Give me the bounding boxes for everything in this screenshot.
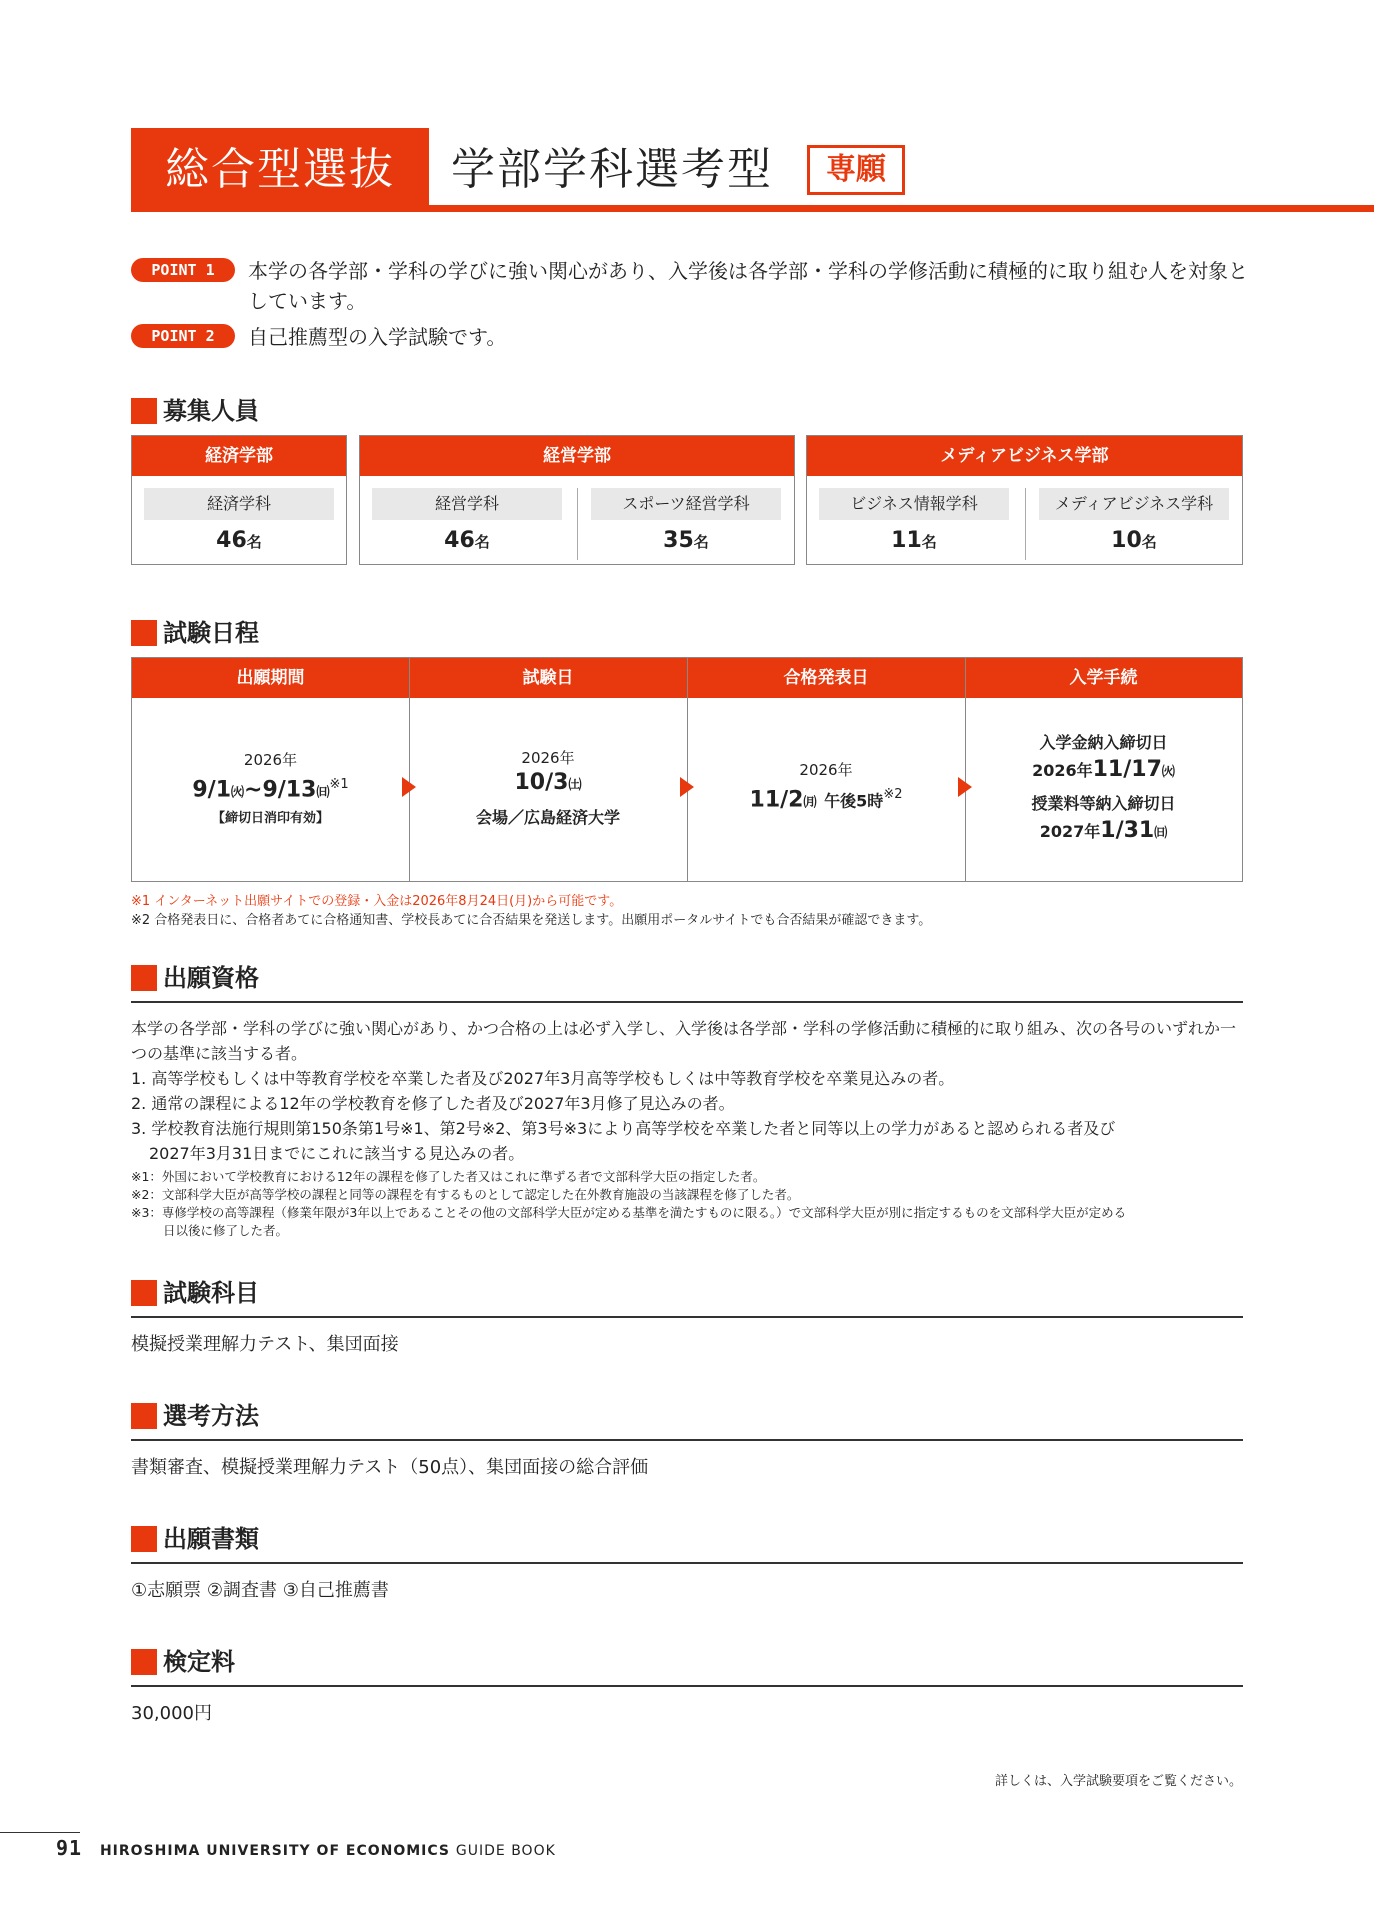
documents-text: ①志願票 ②調査書 ③自己推薦書 xyxy=(131,1580,389,1601)
fee-text: 30,000円 xyxy=(131,1703,212,1724)
schedule-header: 試験日 xyxy=(409,658,687,698)
dept-name: メディアビジネス学科 xyxy=(1039,488,1229,520)
heading-square-icon xyxy=(131,965,157,991)
faculty-management xyxy=(359,435,795,565)
page-title: 総合型選抜 xyxy=(131,128,429,212)
heading-underline xyxy=(131,1001,1243,1003)
faculty-economics xyxy=(131,435,347,565)
schedule-header: 入学手続 xyxy=(965,658,1242,698)
schedule-table xyxy=(131,657,1243,882)
university-name: HIROSHIMA UNIVERSITY OF ECONOMICS xyxy=(99,1843,451,1859)
subjects-text: 模擬授業理解力テスト、集団面接 xyxy=(131,1334,399,1355)
heading-square-icon xyxy=(131,620,157,646)
point-1-text: 本学の各学部・学科の学びに強い関心があり、入学後は各学部・学科の学修活動に積極的に取り組む人を対象としています。 xyxy=(248,259,1248,313)
page-subtitle: 学部学科選考型 xyxy=(451,144,773,195)
tuition-deadline: 2027年1/31㈰ xyxy=(1039,817,1168,843)
title-underline xyxy=(429,205,1374,212)
page-title-bar xyxy=(131,128,1374,212)
dept-name: 経営学科 xyxy=(372,488,562,520)
page-footer xyxy=(56,1836,556,1860)
apply-period-date: 9/1㈫~9/13㈰$^{※1}$ xyxy=(192,777,349,803)
dept-name: 経済学科 xyxy=(144,488,334,520)
exclusive-badge: 専願 xyxy=(807,145,905,195)
faculty-name: 経営学部 xyxy=(360,436,794,476)
qualification-notes: ※1：外国において学校教育における12年の課程を修了した者又はこれに準ずる者で文部科学大臣の指定した者。 ※2：文部科学大臣が高等学校の課程と同等の課程を有するものとして認定した在外教育施設の当該課程を修了した者。 ※3：専修学校の高等課程（修業年限が3年以上であることその他の文部科学大臣が定める基準を満たすものに限る。）で文部科学大臣が別に指定するものを文部科学大臣が定める 日以後に修了した者。 xyxy=(131,1169,1127,1238)
dept-cell xyxy=(372,488,562,553)
procedure-cell: 入学金納入締切日 2026年11/17㈫ 授業料等納入締切日 2027年1/31㈰ xyxy=(965,698,1242,881)
schedule-header: 合格発表日 xyxy=(687,658,965,698)
admission-fee-deadline: 2026年11/17㈫ xyxy=(1032,756,1175,782)
faculty-name: 経済学部 xyxy=(132,436,346,476)
arrow-right-icon xyxy=(958,777,972,797)
dept-cell xyxy=(591,488,781,553)
heading-square-icon xyxy=(131,1649,157,1675)
divider xyxy=(1025,488,1026,560)
guide-book-label: GUIDE BOOK xyxy=(455,1843,556,1859)
dept-name: ビジネス情報学科 xyxy=(819,488,1009,520)
page-number: 91 xyxy=(56,1836,83,1860)
heading-square-icon xyxy=(131,398,157,424)
point-2-text: 自己推薦型の入学試験です。 xyxy=(248,325,507,349)
heading-underline xyxy=(131,1439,1243,1441)
dept-cell xyxy=(819,488,1009,553)
exam-date: 10/3㈯ xyxy=(514,770,582,795)
faculty-media-business xyxy=(806,435,1243,565)
point-1-label: POINT 1 xyxy=(131,258,235,282)
heading-underline xyxy=(131,1562,1243,1564)
heading-square-icon xyxy=(131,1403,157,1429)
dept-cell xyxy=(1039,488,1229,553)
result-date: 11/2㈪ 午後5時$^{※2}$ xyxy=(749,787,903,813)
dept-count: 35名 xyxy=(663,528,709,553)
result-date-cell: 2026年 11/2㈪ 午後5時$^{※2}$ xyxy=(687,698,965,881)
exam-place: 会場／広島経済大学 xyxy=(475,808,620,827)
qualification-text: 本学の各学部・学科の学びに強い関心があり、かつ合格の上は必ず入学し、入学後は各学部・学科の学修活動に積極的に取り組み、次の各号のいずれか一つの基準に該当する者。 1. 高等学校もしくは中等教育学校を卒業した者及び2027年3月高等学校もしくは中等教育学校を卒業見込みの者。 2. 通常の課程による12年の学校教育を修了した者及び2027年3月修了見込みの者。 3. 学校教育法施行規則第150条第1号※1、第2号※2、第3号※3により高等学校を卒業した者と同等以上の学力があると認められる者及び 2027年3月31日までにこれに該当する見込みの者。 xyxy=(131,1019,1236,1163)
schedule-header: 出願期間 xyxy=(132,658,409,698)
arrow-right-icon xyxy=(402,777,416,797)
point-2-label: POINT 2 xyxy=(131,324,235,348)
dept-count: 46名 xyxy=(216,528,262,553)
divider xyxy=(577,488,578,560)
faculty-name: メディアビジネス学部 xyxy=(807,436,1242,476)
schedule-note-2: ※2 合格発表日に、合格者あてに合格通知書、学校長あてに合否結果を発送します。出願用ポータルサイトでも合否結果が確認できます。 xyxy=(131,913,932,928)
method-text: 書類審査、模擬授業理解力テスト（50点）、集団面接の総合評価 xyxy=(131,1457,649,1478)
dept-cell xyxy=(144,488,334,553)
more-info-note: 詳しくは、入学試験要項をご覧ください。 xyxy=(995,1774,1243,1789)
schedule-note-1: ※1 インターネット出願サイトでの登録・入金は2026年8月24日(月)から可能です。 xyxy=(131,894,623,909)
dept-count: 46名 xyxy=(444,528,490,553)
dept-name: スポーツ経営学科 xyxy=(591,488,781,520)
heading-square-icon xyxy=(131,1280,157,1306)
heading-square-icon xyxy=(131,1526,157,1552)
arrow-right-icon xyxy=(680,777,694,797)
dept-count: 11名 xyxy=(891,528,937,553)
dept-count: 10名 xyxy=(1111,528,1157,553)
exam-date-cell: 2026年 10/3㈯ 会場／広島経済大学 xyxy=(409,698,687,881)
heading-underline xyxy=(131,1685,1243,1687)
footer-rule xyxy=(0,1832,80,1833)
heading-underline xyxy=(131,1316,1243,1318)
apply-period-cell: 2026年 9/1㈫~9/13㈰$^{※1}$ 【締切日消印有効】 xyxy=(192,751,349,826)
